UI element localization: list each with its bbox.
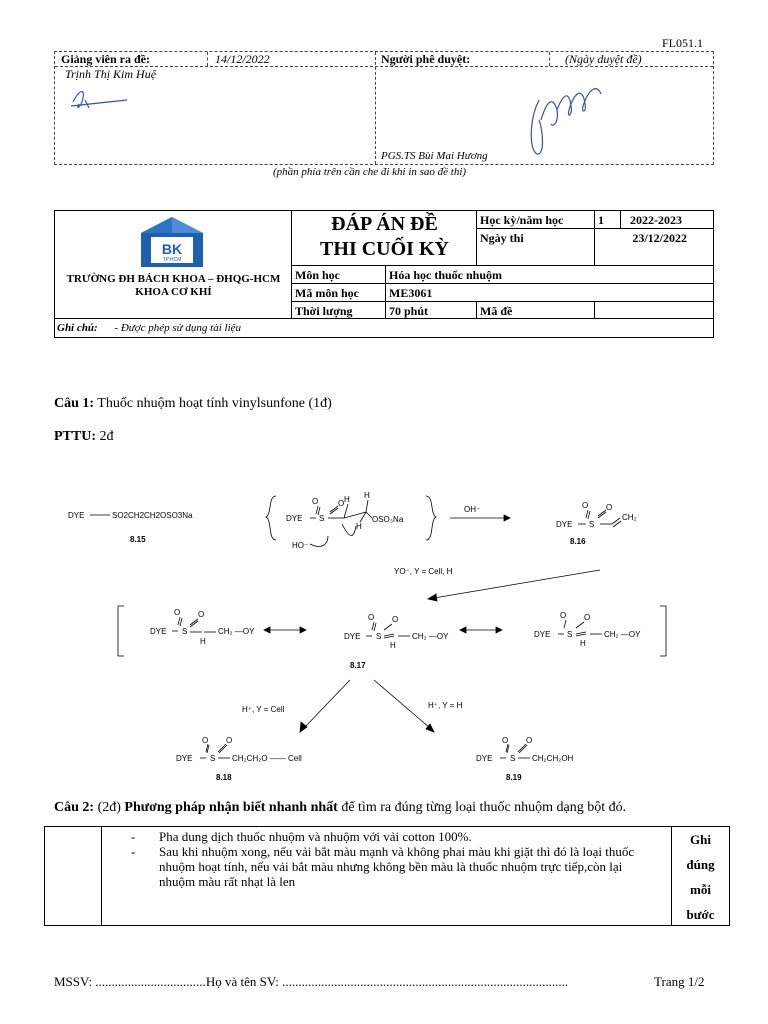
- title-line1: ĐÁP ÁN ĐỀ: [331, 213, 438, 235]
- exam-code-label: Mã đề: [480, 304, 513, 318]
- o-r1-1: O: [174, 608, 181, 617]
- exam-date-value: 23/12/2022: [632, 231, 687, 245]
- h-h-condition: H⁺, Y = H: [428, 701, 463, 710]
- ch2-oy-r1: CH₂ —OY: [218, 627, 255, 636]
- year-value: 2022-2023: [630, 213, 682, 227]
- approval-vline: [207, 52, 208, 66]
- school-cell: [55, 211, 292, 319]
- oso3na: OSO₃Na: [372, 515, 404, 524]
- approval-vline: [549, 52, 550, 66]
- approval-box: [54, 51, 714, 165]
- author-label: Giảng viên ra đề:: [61, 52, 150, 66]
- dye-815: DYE: [68, 511, 85, 520]
- oh-minus: OH⁻: [464, 505, 481, 514]
- q2-bold: Phương pháp nhận biết nhanh nhất: [124, 800, 338, 815]
- label-815: 8.15: [130, 535, 146, 544]
- o-int-1: O: [312, 497, 319, 506]
- ch2-816: CH₂: [622, 513, 637, 522]
- title-line2: THI CUỐI KỲ: [320, 238, 449, 260]
- page-number: Trang 1/2: [654, 974, 705, 989]
- o-r3-2: O: [584, 613, 591, 622]
- pttu-label: PTTU:: [54, 429, 96, 444]
- dye-r2: DYE: [344, 632, 361, 641]
- dye-r1: DYE: [150, 627, 167, 636]
- year-cell: [621, 211, 713, 229]
- ho-minus: HO⁻: [292, 541, 309, 550]
- faculty-name: KHOA CƠ KHÍ: [135, 286, 212, 298]
- h-r2: H: [390, 641, 396, 650]
- logo-sub: TP.HCM: [162, 257, 182, 263]
- approver-name: PGS.TS Bùi Mai Hương: [381, 150, 488, 162]
- note-value: - Được phép sử dụng tài liệu: [114, 322, 242, 334]
- q2-rest: để tìm ra đúng từng loại thuốc nhuộm dạng bột đó.: [337, 800, 627, 815]
- answer-table: [44, 826, 730, 926]
- s-r2: S: [376, 632, 382, 641]
- grading-note-2: đúng: [686, 857, 715, 872]
- approval-note: (phần phía trên cần che đi khi in sao đề thi): [273, 166, 467, 178]
- exam-code-label-cell: [477, 302, 595, 319]
- dye-819: DYE: [476, 754, 493, 763]
- h-r3: H: [580, 639, 586, 648]
- dye-816: DYE: [556, 520, 573, 529]
- logo-text: BK: [161, 241, 183, 257]
- o-r1-2: O: [198, 610, 205, 619]
- author-signature: [65, 82, 135, 118]
- yo-condition: YO⁻, Y = Cell, H: [394, 567, 453, 576]
- q1-label: Câu 1:: [54, 396, 95, 411]
- label-819: 8.19: [506, 773, 522, 782]
- approval-vline: [375, 52, 376, 164]
- pttu-value: 2đ: [96, 429, 114, 444]
- o-r2-2: O: [392, 615, 399, 624]
- answer-col-divider: [101, 827, 102, 925]
- answer-item-2-text: Sau khi nhuộm xong, nếu vải bắt màu mạnh và không phai màu khi giặt thì đó là loại thuốc nhuộm hoạt tính, nếu vải bắt màu nhưng không bền màu là thuốc nhuộm trực tiếp,còn lại nhuộm màu rất nhạt là len: [159, 844, 635, 889]
- bullet: -: [131, 829, 136, 844]
- o-int-2: O: [338, 499, 345, 508]
- q2-label: Câu 2:: [54, 800, 95, 815]
- duration-label-cell: [292, 302, 386, 319]
- dye-818: DYE: [176, 754, 193, 763]
- grading-note-3: mỗi: [690, 882, 711, 897]
- o-819-1: O: [502, 736, 509, 745]
- answer-item-2: [131, 844, 661, 889]
- grading-note-4: bước: [686, 907, 715, 922]
- o-816-1: O: [582, 501, 589, 510]
- answer-list: [131, 829, 661, 889]
- code-label: Mã môn học: [295, 286, 359, 300]
- bk-logo: [139, 215, 205, 269]
- s-819: S: [510, 754, 516, 763]
- footer-mssv: MSSV: ..................................: [54, 974, 206, 989]
- h-int-1: H: [344, 495, 350, 504]
- s-r1: S: [182, 627, 188, 636]
- question-1: [54, 396, 332, 412]
- exam-header-table: [54, 210, 714, 338]
- label-817: 8.17: [350, 661, 366, 670]
- approver-date: (Ngày duyệt đề): [565, 52, 642, 66]
- label-818: 8.18: [216, 773, 232, 782]
- approver-label: Người phê duyệt:: [381, 52, 471, 66]
- answer-item-1-text: Pha dung dịch thuốc nhuộm và nhuộm với vải cotton 100%.: [159, 829, 472, 844]
- ch2ch2oh: CH₂CH₂OH: [532, 754, 574, 763]
- exam-code-value-cell: [595, 302, 713, 319]
- q1-text: Thuốc nhuộm hoạt tính vinylsunfone (1đ): [94, 396, 332, 411]
- ch2-oy-r2: CH₂ —OY: [412, 632, 449, 641]
- footer-name: Họ và tên SV: ........................................................................................: [205, 974, 569, 989]
- subject-label: Môn học: [295, 268, 340, 282]
- h-int-3: H: [356, 522, 362, 531]
- o-818-1: O: [202, 736, 209, 745]
- form-code: FL051.1: [662, 36, 704, 50]
- o-r2-1: O: [368, 613, 375, 622]
- bullet: -: [131, 844, 136, 859]
- question-2: [54, 800, 626, 816]
- author-name: Trịnh Thị Kim Huệ: [65, 67, 157, 81]
- exam-date-value-cell: [595, 229, 713, 266]
- o-816-2: O: [606, 503, 613, 512]
- code-label-cell: [292, 284, 386, 302]
- reaction-scheme: [54, 484, 714, 784]
- author-date: 14/12/2022: [215, 52, 270, 66]
- o-818-2: O: [226, 736, 233, 745]
- o-819-2: O: [526, 736, 533, 745]
- grading-note-1: Ghi: [690, 832, 711, 847]
- answer-item-1: [131, 829, 661, 844]
- q2-points: (2đ): [94, 800, 125, 815]
- h-r1: H: [200, 637, 206, 646]
- note-label: Ghi chú:: [57, 322, 98, 334]
- s-818: S: [210, 754, 216, 763]
- reactant-chain: SO2CH2CH2OSO3Na: [112, 511, 193, 520]
- dye-int: DYE: [286, 514, 303, 523]
- s-816: S: [589, 520, 595, 529]
- pttu-line: [54, 429, 114, 445]
- code-value-cell: [386, 284, 713, 302]
- semester-value-cell: [595, 211, 621, 229]
- school-name: TRƯỜNG ĐH BÁCH KHOA – ĐHQG-HCM: [66, 273, 281, 285]
- exam-date-label-cell: [477, 229, 595, 266]
- note-row: [57, 322, 241, 334]
- ch2-oy-r3: CH₂ —OY: [604, 630, 641, 639]
- o-r3-1: O: [560, 611, 567, 620]
- h-int-2: H: [364, 491, 370, 500]
- semester-value: 1: [598, 213, 604, 227]
- semester-label-cell: [477, 211, 595, 229]
- duration-label: Thời lượng: [295, 304, 353, 318]
- dye-r3: DYE: [534, 630, 551, 639]
- h-cell-condition: H⁺, Y = Cell: [242, 705, 285, 714]
- label-816: 8.16: [570, 537, 586, 546]
- s-r3: S: [567, 630, 573, 639]
- subject-value-cell: [386, 266, 713, 284]
- semester-label: Học kỳ/năm học: [480, 213, 564, 227]
- s-int: S: [319, 514, 325, 523]
- code-value: ME3061: [389, 286, 433, 300]
- subject-label-cell: [292, 266, 386, 284]
- ch2ch2o-cell: CH₂CH₂O —— Cell: [232, 754, 302, 763]
- duration-value-cell: [386, 302, 477, 319]
- exam-date-label: Ngày thi: [480, 231, 524, 245]
- footer: [54, 974, 568, 990]
- grading-note: [672, 827, 729, 927]
- approver-signature: [523, 80, 613, 160]
- duration-value: 70 phút: [389, 304, 429, 318]
- subject-value: Hóa học thuốc nhuộm: [389, 268, 503, 282]
- title-cell: [292, 211, 477, 266]
